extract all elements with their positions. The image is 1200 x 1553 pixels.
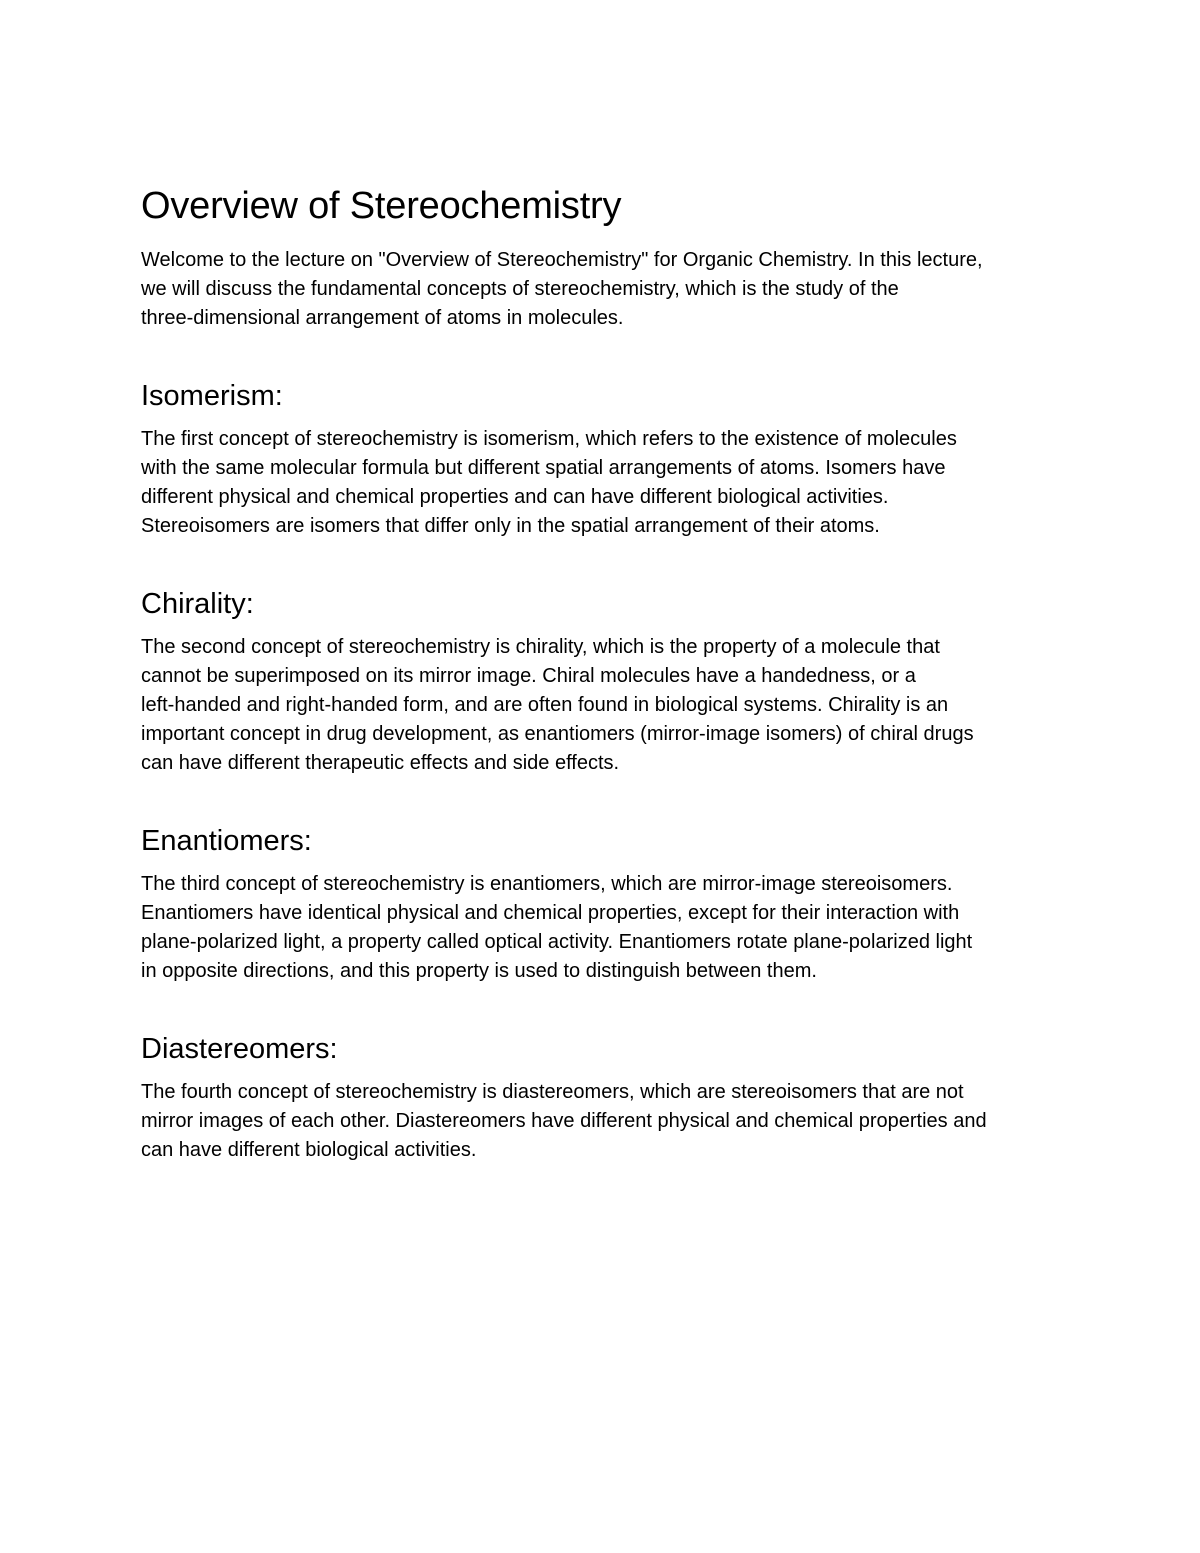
text-line: we will discuss the fundamental concepts of stereochemistry, which is the study of the — [141, 278, 899, 300]
text-line: The first concept of stereochemistry is isomerism, which refers to the existence of molecules — [141, 428, 957, 450]
intro-paragraph — [141, 246, 1071, 333]
section-heading: Enantiomers: — [141, 825, 312, 857]
section-paragraph — [141, 1078, 1071, 1165]
text-line: three-dimensional arrangement of atoms in molecules. — [141, 307, 624, 329]
text-line: important concept in drug development, as enantiomers (mirror-image isomers) of chiral drugs — [141, 723, 974, 745]
document-page — [141, 184, 1071, 1165]
section-chirality — [141, 587, 1071, 778]
text-line: different physical and chemical properties and can have different biological activities. — [141, 486, 889, 508]
section-paragraph — [141, 633, 1071, 778]
section-enantiomers — [141, 824, 1071, 986]
text-line: Enantiomers have identical physical and chemical properties, except for their interaction with — [141, 902, 960, 924]
text-line: can have different biological activities. — [141, 1139, 477, 1161]
section-heading: Diastereomers: — [141, 1033, 338, 1065]
text-line: The second concept of stereochemistry is chirality, which is the property of a molecule that — [141, 636, 940, 658]
text-line: in opposite directions, and this property is used to distinguish between them. — [141, 960, 817, 982]
section-isomerism — [141, 379, 1071, 541]
text-line: The fourth concept of stereochemistry is diastereomers, which are stereoisomers that are not — [141, 1081, 964, 1103]
section-heading: Chirality: — [141, 588, 254, 620]
section-diastereomers — [141, 1032, 1071, 1165]
text-line: with the same molecular formula but different spatial arrangements of atoms. Isomers have — [141, 457, 946, 479]
text-line: Stereoisomers are isomers that differ only in the spatial arrangement of their atoms. — [141, 515, 880, 537]
section-heading: Isomerism: — [141, 380, 283, 412]
section-paragraph — [141, 425, 1071, 541]
text-line: mirror images of each other. Diastereomers have different physical and chemical properties and — [141, 1110, 987, 1132]
text-line: Welcome to the lecture on "Overview of Stereochemistry" for Organic Chemistry. In this lecture, — [141, 249, 983, 271]
document-title: Overview of Stereochemistry — [141, 185, 622, 227]
text-line: plane-polarized light, a property called optical activity. Enantiomers rotate plane-polarized light — [141, 931, 973, 953]
text-line: The third concept of stereochemistry is enantiomers, which are mirror-image stereoisomers. — [141, 873, 953, 895]
text-line: cannot be superimposed on its mirror image. Chiral molecules have a handedness, or a — [141, 665, 916, 687]
section-paragraph — [141, 870, 1071, 986]
text-line: can have different therapeutic effects and side effects. — [141, 752, 620, 774]
text-line: left-handed and right-handed form, and are often found in biological systems. Chirality is an — [141, 694, 949, 716]
